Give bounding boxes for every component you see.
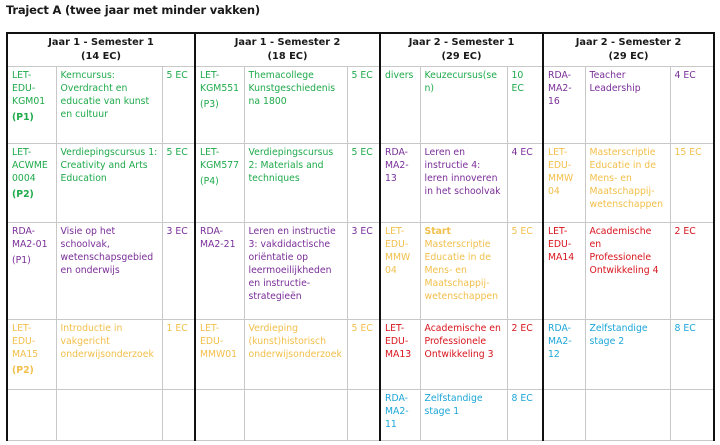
course-code: LET-EDU-MMW 04 bbox=[548, 146, 574, 197]
course-code-cell bbox=[380, 390, 420, 441]
course-code: LET-EDU-MMW 04 bbox=[385, 225, 411, 276]
course-ec-cell bbox=[162, 222, 195, 319]
course-ec-cell bbox=[162, 320, 195, 390]
course-ec: 5 EC bbox=[351, 146, 373, 158]
course-ec: 10 EC bbox=[511, 69, 524, 94]
course-ec: 5 EC bbox=[166, 69, 188, 81]
semester-ec: (29 EC) bbox=[441, 50, 482, 62]
course-ec-cell bbox=[670, 143, 714, 222]
course-code: RDA-MA2-21 bbox=[200, 225, 236, 250]
course-code-cell bbox=[7, 320, 56, 390]
course-code: RDA-MA2-11 bbox=[385, 393, 409, 431]
course-ec-cell bbox=[670, 390, 714, 441]
study-schedule-table bbox=[6, 32, 715, 441]
course-code-cell bbox=[380, 320, 420, 390]
course-ec-cell bbox=[670, 66, 714, 143]
course-name-cell bbox=[56, 222, 162, 319]
course-code-cell bbox=[195, 320, 244, 390]
semester-header bbox=[543, 33, 714, 66]
course-name-cell bbox=[585, 222, 670, 319]
course-code-cell bbox=[380, 66, 420, 143]
course-code: LET-KGM577 bbox=[200, 146, 240, 171]
course-code-cell bbox=[7, 66, 56, 143]
semester-header bbox=[7, 33, 195, 66]
course-code-cell bbox=[7, 390, 56, 441]
course-ec-cell bbox=[347, 222, 380, 319]
semester-ec: (29 EC) bbox=[608, 50, 649, 62]
period-tag: (P2) bbox=[12, 365, 34, 377]
course-ec-cell bbox=[347, 66, 380, 143]
course-ec-cell bbox=[670, 320, 714, 390]
period-tag: (P3) bbox=[200, 98, 219, 110]
course-ec-cell bbox=[347, 143, 380, 222]
course-name-cell bbox=[420, 66, 507, 143]
course-name-cell bbox=[244, 390, 347, 441]
course-ec-cell bbox=[162, 390, 195, 441]
course-ec: 5 EC bbox=[351, 323, 373, 335]
course-name: Visie op het schoolvak, wetenschapsgebied en onderwijs bbox=[60, 225, 154, 276]
semester-title: Jaar 2 - Semester 2 bbox=[575, 37, 682, 48]
course-code: RDA-MA2-13 bbox=[385, 146, 409, 184]
semester-header bbox=[380, 33, 543, 66]
table-row bbox=[7, 143, 714, 222]
course-code-cell bbox=[195, 222, 244, 319]
course-name-cell bbox=[585, 390, 670, 441]
course-code-cell bbox=[7, 143, 56, 222]
course-code: LET-EDU-MA14 bbox=[548, 225, 575, 263]
document-title: Traject A (twee jaar met minder vakken) bbox=[6, 3, 260, 17]
course-name: Zelfstandige stage 2 bbox=[589, 323, 648, 348]
course-name-prefix: Start bbox=[424, 225, 451, 237]
course-ec-cell bbox=[507, 143, 543, 222]
course-ec-cell bbox=[162, 143, 195, 222]
semester-ec: (18 EC) bbox=[267, 50, 308, 62]
period-tag: (P2) bbox=[12, 188, 34, 200]
course-ec: 3 EC bbox=[166, 225, 188, 237]
table-row bbox=[7, 222, 714, 319]
course-name-cell bbox=[420, 320, 507, 390]
course-ec: 5 EC bbox=[511, 225, 533, 237]
header-row bbox=[7, 33, 714, 66]
course-name-cell bbox=[585, 320, 670, 390]
course-ec-cell bbox=[507, 320, 543, 390]
course-name-cell bbox=[244, 66, 347, 143]
course-name-cell bbox=[56, 143, 162, 222]
semester-header bbox=[195, 33, 380, 66]
course-name: Introductie in vakgericht onderwijsonderzoek bbox=[60, 323, 154, 361]
course-code-cell bbox=[380, 222, 420, 319]
course-code-cell bbox=[380, 143, 420, 222]
course-code: LET-EDU-MMW01 bbox=[200, 323, 238, 361]
course-code: RDA-MA2-12 bbox=[548, 323, 572, 361]
course-ec: 4 EC bbox=[674, 69, 696, 81]
semester-title: Jaar 1 - Semester 2 bbox=[234, 37, 341, 48]
course-name: Masterscriptie Educatie in de Mens- en Maatschappij-wetenschappen bbox=[424, 238, 499, 302]
course-name-cell bbox=[56, 66, 162, 143]
course-ec: 4 EC bbox=[511, 146, 533, 158]
course-ec-cell bbox=[507, 390, 543, 441]
course-name: Masterscriptie Educatie in de Mens- en Maatschappij-wetenschappen bbox=[589, 146, 664, 210]
course-ec: 3 EC bbox=[351, 225, 373, 237]
course-name-cell bbox=[244, 143, 347, 222]
course-name-cell bbox=[244, 320, 347, 390]
course-code-cell bbox=[543, 320, 585, 390]
course-code: LET-EDU-MA15 bbox=[12, 323, 39, 361]
table-row bbox=[7, 390, 714, 441]
course-code: LET-KGM551 bbox=[200, 69, 240, 94]
table-row bbox=[7, 66, 714, 143]
course-name: Zelfstandige stage 1 bbox=[424, 393, 483, 418]
course-name: Verdiepingscursus 1: Creativity and Arts Education bbox=[60, 146, 158, 184]
course-name: Teacher Leadership bbox=[589, 69, 641, 94]
course-name-cell bbox=[420, 222, 507, 319]
course-ec: 8 EC bbox=[511, 393, 533, 405]
course-ec: 8 EC bbox=[674, 323, 696, 335]
course-code-cell bbox=[195, 143, 244, 222]
semester-title: Jaar 2 - Semester 1 bbox=[408, 37, 515, 48]
table-row bbox=[7, 320, 714, 390]
course-ec-cell bbox=[670, 222, 714, 319]
course-code: LET-EDU-KGM01 bbox=[12, 69, 46, 107]
course-ec-cell bbox=[507, 66, 543, 143]
course-name: Themacollege Kunstgeschiedenis na 1800 bbox=[248, 69, 336, 107]
course-name-cell bbox=[56, 320, 162, 390]
course-code-cell bbox=[7, 222, 56, 319]
course-ec: 5 EC bbox=[166, 146, 188, 158]
course-code: LET-EDU-MA13 bbox=[385, 323, 412, 361]
course-name: Academische en Professionele Ontwikkeling 3 bbox=[424, 323, 501, 361]
course-name: Academische en Professionele Ontwikkeling 4 bbox=[589, 225, 659, 276]
course-name-cell bbox=[585, 143, 670, 222]
course-name: Verdieping (kunst)historisch onderwijsonderzoek bbox=[248, 323, 342, 361]
course-code-cell bbox=[543, 143, 585, 222]
course-ec: 2 EC bbox=[674, 225, 696, 237]
course-name: Verdiepingscursus 2: Materials and techniques bbox=[248, 146, 334, 184]
course-code-cell bbox=[195, 390, 244, 441]
course-ec-cell bbox=[162, 66, 195, 143]
course-code: LET-ACWME 0004 bbox=[12, 146, 48, 184]
course-ec: 1 EC bbox=[166, 323, 188, 335]
course-code: divers bbox=[385, 69, 414, 81]
course-ec-cell bbox=[507, 222, 543, 319]
course-code-cell bbox=[543, 390, 585, 441]
course-ec: 5 EC bbox=[351, 69, 373, 81]
course-ec: 2 EC bbox=[511, 323, 533, 335]
course-name-cell bbox=[420, 390, 507, 441]
period-tag: (P4) bbox=[200, 175, 219, 187]
course-name: Kerncursus: Overdracht en educatie van kunst en cultuur bbox=[60, 69, 150, 120]
course-ec: 15 EC bbox=[674, 146, 702, 158]
course-ec-cell bbox=[347, 390, 380, 441]
course-name: Leren en instructie 4: leren innoveren in het schoolvak bbox=[424, 146, 501, 197]
semester-title: Jaar 1 - Semester 1 bbox=[48, 37, 154, 48]
schedule-body bbox=[7, 66, 714, 441]
course-code-cell bbox=[195, 66, 244, 143]
course-name: Keuzecursus(sen) bbox=[424, 69, 497, 94]
course-name-cell bbox=[585, 66, 670, 143]
course-ec-cell bbox=[347, 320, 380, 390]
course-name-cell bbox=[56, 390, 162, 441]
course-name-cell bbox=[244, 222, 347, 319]
course-code-cell bbox=[543, 222, 585, 319]
course-name: Leren en instructie 3: vakdidactische oriëntatie op leermoeilijkheden en instructie-strategieën bbox=[248, 225, 336, 302]
course-code-cell bbox=[543, 66, 585, 143]
semester-ec: (14 EC) bbox=[81, 50, 121, 62]
course-name-cell bbox=[420, 143, 507, 222]
course-code: RDA-MA2-16 bbox=[548, 69, 572, 107]
period-tag: (P1) bbox=[12, 111, 34, 123]
period-tag: (P1) bbox=[12, 254, 31, 266]
course-code: RDA-MA2-01 bbox=[12, 225, 48, 250]
